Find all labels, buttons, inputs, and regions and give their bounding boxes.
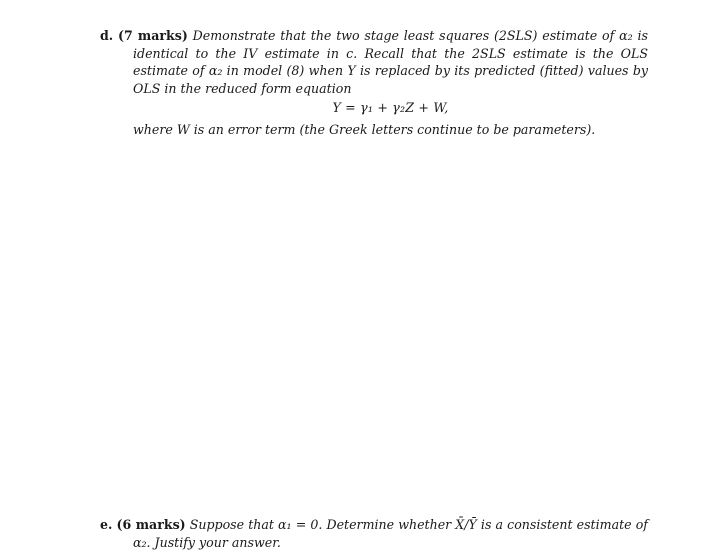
question-d-equation-note: where W is an error term (the Greek letters continue to be parameters). <box>133 121 596 137</box>
question-d-text-body: identical to the IV estimate in c. Recall that the 2SLS estimate is the OLS estimate of α₂ in model (8) when Y is replaced by its predicted (fitted) values by OLS in the reduced form equation <box>133 45 648 96</box>
question-e-marks: (6 marks) <box>116 517 186 532</box>
question-d-text-line1: Demonstrate that the two stage least squares (2SLS) estimate of α₂ is <box>192 28 648 43</box>
question-e-text-line1: Suppose that α₁ = 0. Determine whether X̄/Ȳ is a consistent estimate of <box>189 517 648 532</box>
question-d-label: d. <box>100 28 114 43</box>
reduced-form-equation: Y = γ₁ + γ₂Z + W, <box>332 100 449 116</box>
question-d-marks: (7 marks) <box>118 28 188 43</box>
question-e-label: e. <box>100 517 113 532</box>
question-d <box>100 27 648 139</box>
question-e <box>100 516 648 551</box>
question-e-text-body: α₂. Justify your answer. <box>133 534 281 550</box>
